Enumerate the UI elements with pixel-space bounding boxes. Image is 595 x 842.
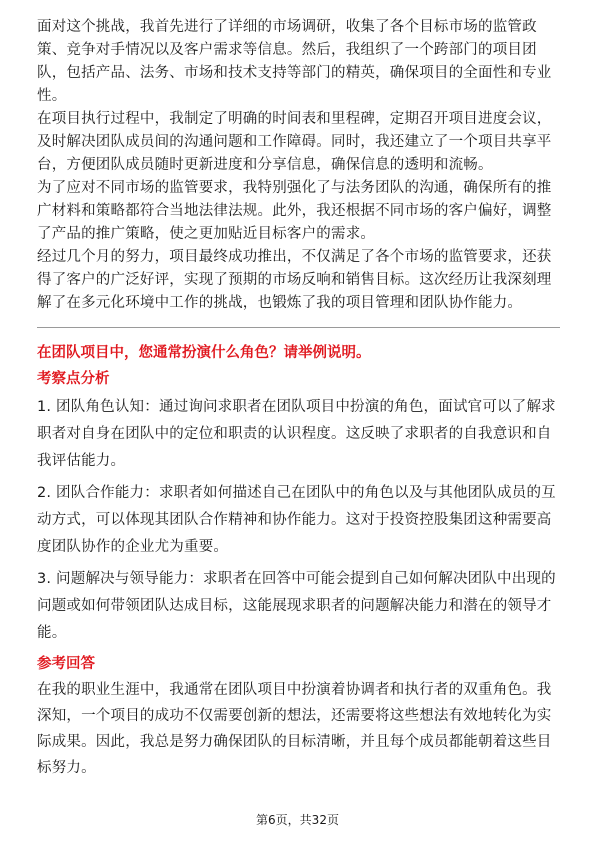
page-number: 第6页，共32页	[256, 813, 339, 827]
reference-answer: 在我的职业生涯中，我通常在团队项目中扮演着协调者和执行者的双重角色。我深知，一个项目的成功不仅需要创新的想法，还需要将这些想法有效地转化为实际成果。因此，我总是努力确保团队的目标清晰，并且每个成员都能朝着这些目标努力。	[37, 682, 552, 776]
document-page	[37, 16, 560, 781]
reference-heading: 参考回答	[37, 656, 95, 672]
analysis-item-1: 1. 团队角色认知：通过询问求职者在团队项目中扮演的角色，面试官可以了解求职者对自身在团队中的定位和职责的认识程度。这反映了求职者的自我意识和自我评估能力。	[37, 399, 556, 469]
intro-paragraph-4: 经过几个月的努力，项目最终成功推出，不仅满足了各个市场的监管要求，还获得了客户的广泛好评，实现了预期的市场反响和销售目标。这次经历让我深刻理解了在多元化环境中工作的挑战，也锻炼了我的项目管理和团队协作能力。	[37, 249, 552, 311]
analysis-section	[37, 368, 560, 647]
reference-section	[37, 653, 560, 781]
analysis-item-2: 2. 团队合作能力：求职者如何描述自己在团队中的角色以及与其他团队成员的互动方式，可以体现其团队合作精神和协作能力。这对于投资控股集团这种需要高度团队协作的企业尤为重要。	[37, 485, 556, 555]
analysis-item-3: 3. 问题解决与领导能力：求职者在回答中可能会提到自己如何解决团队中出现的问题或如何带领团队达成目标，这能展现求职者的问题解决能力和潜在的领导才能。	[37, 571, 556, 641]
section-divider	[37, 327, 560, 328]
interview-question: 在团队项目中，您通常扮演什么角色？请举例说明。	[37, 345, 371, 361]
intro-paragraph-3: 为了应对不同市场的监管要求，我特别强化了与法务团队的沟通，确保所有的推广材料和策略都符合当地法律法规。此外，我还根据不同市场的客户偏好，调整了产品的推广策略，使之更加贴近目标客户的需求。	[37, 180, 552, 242]
intro-paragraph-2: 在项目执行过程中，我制定了明确的时间表和里程碑，定期召开项目进度会议，及时解决团队成员间的沟通问题和工作障碍。同时，我还建立了一个项目共享平台，方便团队成员随时更新进度和分享信息，确保信息的透明和流畅。	[37, 111, 552, 173]
intro-paragraph-1: 面对这个挑战，我首先进行了详细的市场调研，收集了各个目标市场的监管政策、竞争对手情况以及客户需求等信息。然后，我组织了一个跨部门的项目团队，包括产品、法务、市场和技术支持等部门的精英，确保项目的全面性和专业性。	[37, 19, 552, 104]
analysis-heading: 考察点分析	[37, 371, 110, 387]
